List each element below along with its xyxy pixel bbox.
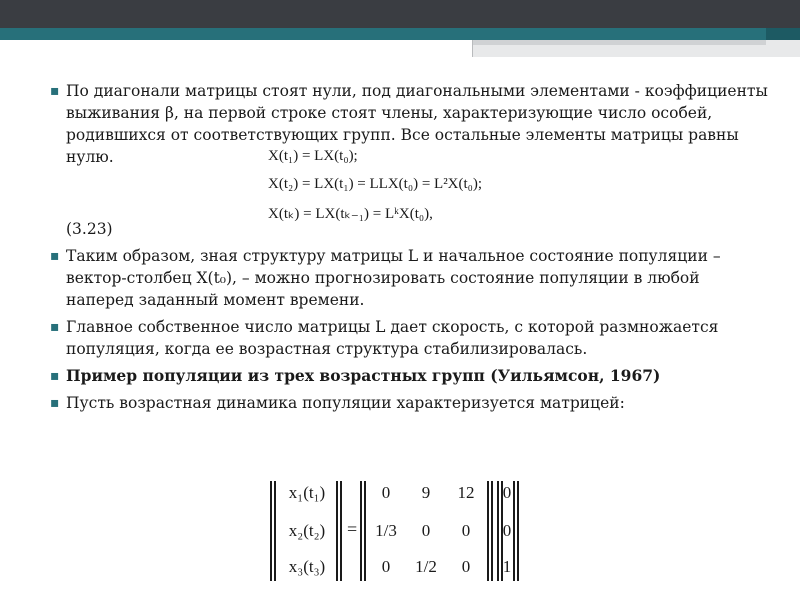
- matrix-cell: 9: [421, 483, 431, 502]
- header-corner-accent: [766, 0, 800, 57]
- bullet-icon: ▪: [50, 248, 60, 264]
- paragraph-eigenvalue: Главное собственное число матрицы L дает скорость, с которой размножается популяция, когда ее возрастная структура стабилизировалась.: [66, 318, 719, 358]
- header-notch: [472, 40, 473, 57]
- paragraph-example: Пример популяции из трех возрастных групп (Уильямсон, 1967): [66, 366, 661, 385]
- bullet-icon: ▪: [50, 83, 60, 99]
- norm-bar: [274, 481, 276, 581]
- norm-bar: [270, 481, 272, 581]
- matrix-cell: 0: [461, 521, 471, 540]
- matrix-cell: 0: [381, 483, 391, 502]
- header-band-teal: [0, 28, 800, 40]
- matrix-cell: 0: [421, 521, 431, 540]
- paragraph-diagonal: По диагонали матрицы стоят нули, под диагональными элементами - коэффициенты выживания β, на первой строке стоят члены, характеризующие число особей, родившихся от соответствующих групп. Все остальные элементы матрицы равны нулю.: [66, 82, 768, 166]
- bullet-dynamics: [50, 392, 686, 414]
- norm-bar: [491, 481, 493, 581]
- matrix-cell: 1/2: [415, 557, 437, 576]
- norm-bar: [340, 481, 342, 581]
- paragraph-dynamics: Пусть возрастная динамика популяции характеризуется матрицей:: [66, 394, 625, 412]
- norm-bar: [513, 481, 515, 581]
- vector-left-1: x₁(t₁): [288, 483, 326, 502]
- equals-sign: =: [347, 519, 358, 539]
- vector-right-2: 0: [502, 521, 512, 540]
- norm-bar: [517, 481, 519, 581]
- matrix-cell: 1/3: [375, 521, 397, 540]
- formula-3: X(tₖ) = LX(tₖ₋₁) = LᵏX(t₀),: [268, 206, 433, 222]
- matrix-cell: 0: [461, 557, 471, 576]
- formula-2: X(t₂) = LX(t₁) = LLX(t₀) = L²X(t₀);: [268, 176, 483, 192]
- norm-bar: [497, 481, 499, 581]
- bullet-icon: ▪: [50, 395, 60, 411]
- norm-bar: [360, 481, 362, 581]
- vector-right-1: 0: [502, 483, 512, 502]
- formula-block: [50, 148, 770, 222]
- header-white-bar: [0, 40, 472, 57]
- matrix-cell: 12: [457, 483, 475, 502]
- equation-number: (3.23): [66, 220, 113, 238]
- vector-left-3: x₃(t₃): [288, 557, 326, 576]
- norm-bar: [336, 481, 338, 581]
- bullet-icon: ▪: [50, 368, 60, 384]
- bullet-icon: ▪: [50, 319, 60, 335]
- norm-bar: [487, 481, 489, 581]
- slide-content: [50, 80, 770, 414]
- paragraph-structure: Таким образом, зная структуру матрицы L и начальное состояние популяции – вектор-столбец X(t₀), – можно прогнозировать состояние популяции в любой наперед заданный момент времени.: [66, 247, 721, 309]
- bullet-structure: [50, 245, 770, 311]
- vector-left-2: x₂(t₂): [288, 521, 326, 540]
- header-band-dark: [0, 0, 800, 28]
- bullet-example: [50, 365, 770, 387]
- bullet-eigenvalue: [50, 316, 770, 360]
- formula-1: X(t₁) = LX(t₀);: [268, 148, 358, 164]
- matrix-cell: 0: [381, 557, 391, 576]
- vector-right-3: 1: [502, 557, 512, 576]
- matrix-equation: [268, 477, 528, 583]
